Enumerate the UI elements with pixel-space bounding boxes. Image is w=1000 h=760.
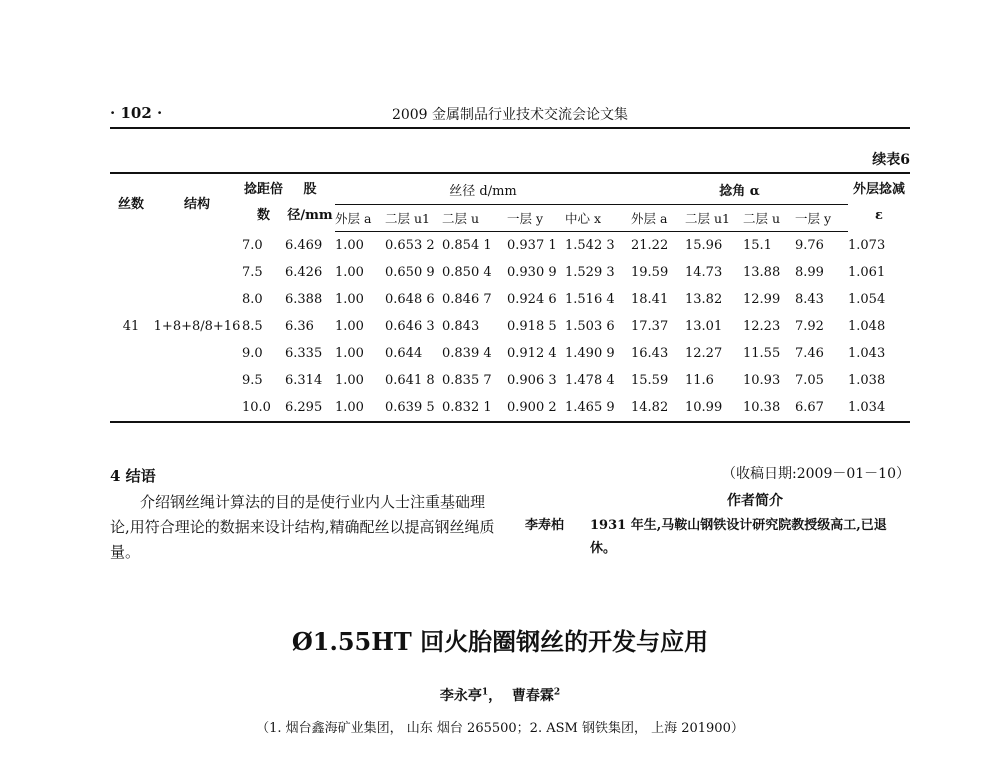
header-structure: 结构 xyxy=(183,197,210,213)
journal-title: 2009 金属制品行业技术交流会论文集 xyxy=(391,107,629,123)
cell: 6.67 xyxy=(795,400,824,415)
article-title: Ø1.55HT 回火胎圈钢丝的开发与应用 xyxy=(291,627,709,656)
subheader-dia-second-u1: 二层 u1 xyxy=(385,205,442,232)
cell: 1.00 xyxy=(335,346,364,361)
cell: 6.36 xyxy=(285,319,314,334)
header-outer-reduction: 外层捻减 ε xyxy=(852,181,905,223)
header-pitch: 捻距倍数 xyxy=(243,181,283,223)
author-2-affil-mark: 2 xyxy=(553,687,561,698)
author-bio xyxy=(525,514,915,560)
cell: 1.00 xyxy=(335,373,364,388)
cell: 13.82 xyxy=(685,292,723,307)
cell: 13.88 xyxy=(743,265,781,280)
cell: 13.01 xyxy=(685,319,723,334)
cell: 1.073 xyxy=(848,237,886,253)
cell: 16.43 xyxy=(631,346,669,361)
received-date: （收稿日期:2009－01－10） xyxy=(722,466,910,482)
conclusion-text: 介绍钢丝绳计算法的目的是使行业内人士注重基础理论,用符合理论的数据来设计结构,精确配丝以提高钢丝绳质量。 xyxy=(110,493,495,561)
cell: 1.529 3 xyxy=(565,265,615,280)
cell: 8.43 xyxy=(795,292,824,307)
cell: 0.835 7 xyxy=(442,373,492,388)
cell: 0.832 1 xyxy=(442,400,492,415)
header-rule xyxy=(110,127,910,129)
subheader-dia-outer: 外层 a xyxy=(335,205,385,232)
subheader-angle-first: 一层 y xyxy=(795,205,848,232)
author-bio-text: 1931 年生,马鞍山钢铁设计研究院教授级高工,已退休。 xyxy=(590,518,887,556)
cell: 9.76 xyxy=(795,238,824,253)
cell: 9.5 xyxy=(242,373,263,388)
cell: 1.542 3 xyxy=(565,238,615,253)
cell: 6.388 xyxy=(285,292,323,307)
cell: 6.295 xyxy=(285,400,323,415)
cell: 1.503 6 xyxy=(565,319,615,334)
cell: 0.906 3 xyxy=(507,373,557,388)
author-2: 曹春霖 xyxy=(511,688,554,704)
cell: 6.314 xyxy=(285,373,323,388)
cell: 0.650 9 xyxy=(385,265,435,280)
cell: 10.93 xyxy=(743,373,781,388)
cell: 0.850 4 xyxy=(442,265,492,280)
cell: 1.048 xyxy=(848,319,886,334)
cell: 12.23 xyxy=(743,319,781,334)
author-separator: ， xyxy=(488,688,503,704)
cell: 12.27 xyxy=(685,346,723,361)
header-wires: 丝数 xyxy=(117,197,144,213)
cell: 1.00 xyxy=(335,265,364,280)
cell: 6.426 xyxy=(285,265,323,280)
data-table xyxy=(110,172,910,423)
section-heading: 4 结语 xyxy=(110,467,156,485)
cell: 0.900 2 xyxy=(507,400,557,415)
cell: 0.912 4 xyxy=(507,346,557,361)
cell: 15.59 xyxy=(631,373,669,388)
page-number: · 102 · xyxy=(110,104,163,122)
header-lay-angle-group: 捻角 α xyxy=(631,173,848,205)
subheader-dia-center: 中心 x xyxy=(565,205,631,232)
cell: 15.1 xyxy=(743,238,772,253)
cell: 8.99 xyxy=(795,265,824,280)
header-strand-dia: 股径/mm xyxy=(287,181,333,223)
cell: 0.644 xyxy=(385,346,423,361)
cell: 0.846 7 xyxy=(442,292,492,307)
cell: 0.839 4 xyxy=(442,346,492,361)
cell: 0.641 8 xyxy=(385,373,435,388)
subheader-angle-outer: 外层 a xyxy=(631,205,685,232)
cell: 15.96 xyxy=(685,238,723,253)
cell: 0.937 1 xyxy=(507,238,557,253)
cell: 6.335 xyxy=(285,346,323,361)
cell: 1.490 9 xyxy=(565,346,615,361)
cell: 0.843 xyxy=(442,319,480,334)
cell: 10.38 xyxy=(743,400,781,415)
cell: 1.054 xyxy=(848,292,886,307)
cell: 17.37 xyxy=(631,319,669,334)
subheader-dia-second-u: 二层 u xyxy=(442,205,507,232)
cell: 8.5 xyxy=(242,319,263,334)
continued-label: 续表6 xyxy=(872,152,910,168)
table-row xyxy=(110,232,910,260)
page-header xyxy=(110,104,910,126)
cell: 6.469 xyxy=(285,237,323,253)
cell: 21.22 xyxy=(631,238,669,253)
cell: 7.5 xyxy=(242,265,263,280)
subheader-angle-second-u: 二层 u xyxy=(743,205,795,232)
cell: 7.46 xyxy=(795,346,824,361)
cell: 0.924 6 xyxy=(507,292,557,307)
cell: 10.99 xyxy=(685,400,723,415)
cell: 1.465 9 xyxy=(565,400,615,415)
header-wire-dia-group: 丝径 d/mm xyxy=(335,173,631,205)
cell: 7.0 xyxy=(242,237,263,253)
cell: 1.516 4 xyxy=(565,292,615,307)
cell-structure: 1+8+8/8+16 xyxy=(153,318,241,334)
cell: 7.05 xyxy=(795,373,824,388)
cell: 1.061 xyxy=(848,265,886,280)
cell: 0.854 1 xyxy=(442,238,492,253)
cell: 0.653 2 xyxy=(385,238,435,253)
cell: 1.038 xyxy=(848,373,886,388)
cell: 14.82 xyxy=(631,400,669,415)
cell: 1.00 xyxy=(335,292,364,307)
cell: 12.99 xyxy=(743,292,781,307)
cell: 0.639 5 xyxy=(385,400,435,415)
author-1-affil-mark: 1 xyxy=(481,687,489,698)
cell: 1.00 xyxy=(335,319,364,334)
cell: 11.6 xyxy=(685,373,714,388)
article-authors xyxy=(0,685,1000,705)
author-intro-heading: 作者简介 xyxy=(727,493,783,509)
author-1: 李永亭 xyxy=(439,688,482,704)
subheader-angle-second-u1: 二层 u1 xyxy=(685,205,743,232)
cell: 19.59 xyxy=(631,265,669,280)
author-name: 李寿柏 xyxy=(525,518,565,533)
cell: 1.043 xyxy=(848,346,886,361)
cell: 14.73 xyxy=(685,265,723,280)
cell: 11.55 xyxy=(743,346,781,361)
cell: 0.648 6 xyxy=(385,292,435,307)
cell: 1.00 xyxy=(335,238,364,253)
cell: 8.0 xyxy=(242,292,263,307)
cell: 9.0 xyxy=(242,346,263,361)
cell: 18.41 xyxy=(631,292,669,307)
cell: 7.92 xyxy=(795,319,824,334)
cell: 10.0 xyxy=(242,400,271,415)
subheader-dia-first: 一层 y xyxy=(507,205,565,232)
cell: 1.00 xyxy=(335,400,364,415)
cell: 0.918 5 xyxy=(507,319,557,334)
cell: 1.034 xyxy=(848,400,886,415)
cell: 0.646 3 xyxy=(385,319,435,334)
cell-wires: 41 xyxy=(122,318,140,334)
cell: 1.478 4 xyxy=(565,373,615,388)
conclusion-paragraph xyxy=(110,490,495,565)
cell: 0.930 9 xyxy=(507,265,557,280)
article-affiliation: （1. 烟台鑫海矿业集团， 山东 烟台 265500；2. ASM 钢铁集团， 上海 201900） xyxy=(256,721,744,736)
